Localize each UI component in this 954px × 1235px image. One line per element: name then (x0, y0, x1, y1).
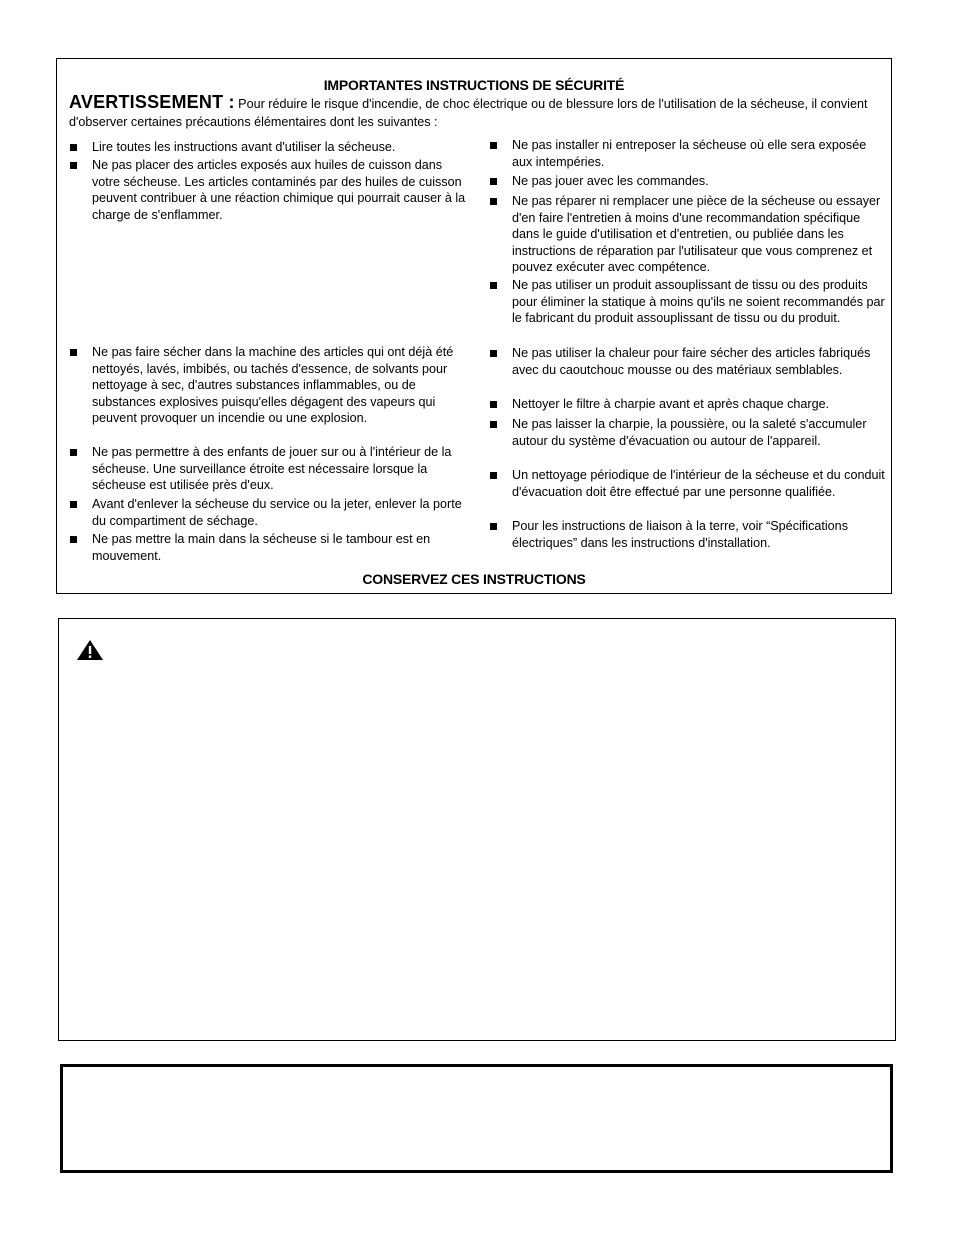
list-item: Ne pas faire sécher dans la machine des articles qui ont déjà été nettoyés, lavés, imbibés, ou tachés d'essence, de solvants pour nettoyage à sec, d'autres substances inflammables, ou de substances explosives puisqu'elles dégagent des vapeurs qui peuvent provoquer un incendie ou une explosion. (70, 344, 470, 427)
bullet-icon (70, 144, 77, 151)
list-item: Ne pas mettre la main dans la sécheuse si le tambour est en mouvement. (70, 531, 470, 564)
list-item: Ne pas laisser la charpie, la poussière, ou la saleté s'accumuler autour du système d'évacuation ou autour de l'appareil. (490, 416, 888, 449)
right-instructions-list (490, 137, 888, 567)
bullet-icon (490, 350, 497, 357)
bullet-icon (490, 523, 497, 530)
bullet-icon (490, 282, 497, 289)
bullet-icon (70, 501, 77, 508)
list-item: Ne pas utiliser la chaleur pour faire sécher des articles fabriqués avec du caoutchouc mousse ou des matériaux semblables. (490, 345, 888, 378)
bullet-icon (490, 178, 497, 185)
list-item: Pour les instructions de liaison à la terre, voir “Spécifications électriques” dans les instructions d'installation. (490, 518, 888, 551)
bullet-icon (70, 349, 77, 356)
warning-word: AVERTISSEMENT : (69, 92, 235, 112)
save-instructions-title: CONSERVEZ CES INSTRUCTIONS (362, 571, 586, 587)
bullet-icon (490, 401, 497, 408)
bullet-icon (490, 472, 497, 479)
bullet-icon (490, 142, 497, 149)
safety-instructions-box (56, 58, 892, 594)
list-item: Nettoyer le filtre à charpie avant et après chaque charge. (490, 396, 888, 413)
list-item: Lire toutes les instructions avant d'utiliser la sécheuse. (70, 139, 470, 156)
list-item: Ne pas réparer ni remplacer une pièce de la sécheuse ou essayer d'en faire l'entretien à moins d'une recommandation spécifique dans le guide d'utilisation et d'entretien, ou publiée dans les instructions de réparation par l'utilisateur que vous comprenez et pouvez exécuter avec compétence. (490, 193, 888, 276)
warning-triangle-icon (76, 639, 104, 661)
bullet-icon (490, 198, 497, 205)
list-item: Ne pas installer ni entreposer la sécheuse où elle sera exposée aux intempéries. (490, 137, 888, 170)
list-item: Ne pas utiliser un produit assouplissant de tissu ou des produits pour éliminer la statique à moins qu'ils ne soient recommandés par le fabricant du produit assouplissant de tissu ou du produit. (490, 277, 888, 327)
list-item: Ne pas placer des articles exposés aux huiles de cuisson dans votre sécheuse. Les articles contaminés par des huiles de cuisson peuvent contribuer à une réaction chimique qui pourrait causer à la charge de s'enflammer. (70, 157, 470, 223)
intro-text: Pour réduire le risque d'incendie, de choc électrique ou de blessure lors de l'utilisation de la sécheuse, il convient d'observer certaines précautions élémentaires dont les suivantes : (69, 97, 868, 129)
left-instructions-list (70, 139, 470, 569)
bullet-icon (490, 421, 497, 428)
warning-panel (58, 618, 896, 1041)
bullet-icon (70, 536, 77, 543)
warning-intro (69, 93, 879, 131)
notice-panel (60, 1064, 893, 1173)
list-item: Ne pas permettre à des enfants de jouer sur ou à l'intérieur de la sécheuse. Une surveillance étroite est nécessaire lorsque la sécheuse est utilisée près d'eux. (70, 444, 470, 494)
bullet-icon (70, 449, 77, 456)
list-item: Un nettoyage périodique de l'intérieur de la sécheuse et du conduit d'évacuation doit être effectué par une personne qualifiée. (490, 467, 888, 500)
list-item: Ne pas jouer avec les commandes. (490, 173, 888, 190)
safety-title: IMPORTANTES INSTRUCTIONS DE SÉCURITÉ (323, 77, 625, 93)
list-item: Avant d'enlever la sécheuse du service ou la jeter, enlever la porte du compartiment de séchage. (70, 496, 470, 529)
bullet-icon (70, 162, 77, 169)
